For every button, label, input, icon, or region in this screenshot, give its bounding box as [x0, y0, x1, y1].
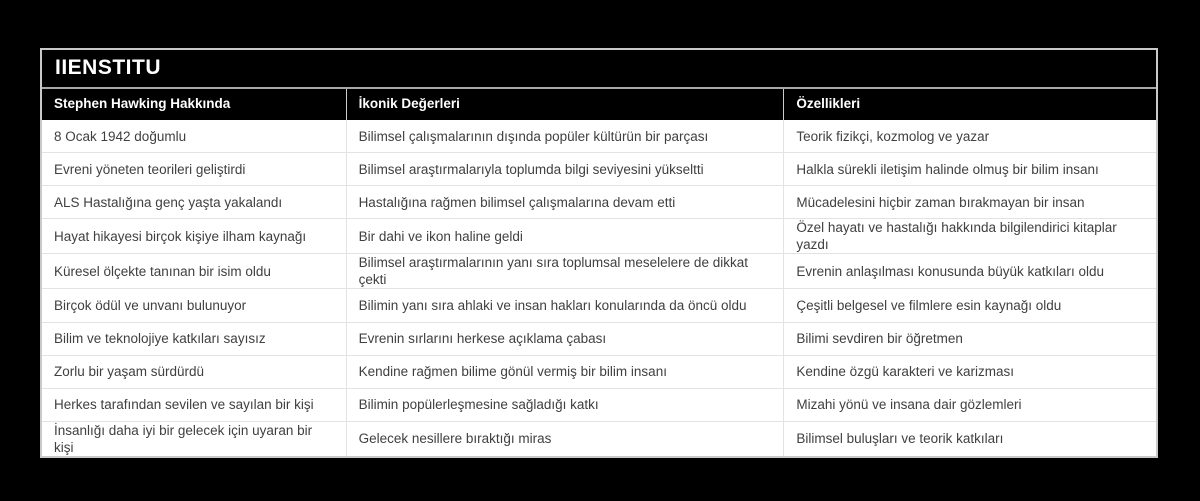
table-cell: Kendine özgü karakteri ve karizması [783, 356, 1156, 388]
table-cell: Hastalığına rağmen bilimsel çalışmalarına devam etti [346, 186, 784, 218]
table-row [42, 421, 1156, 456]
table-row [42, 152, 1156, 185]
column-header-ikonik-degerleri: İkonik Değerleri [346, 89, 784, 120]
table-cell: Bilimin yanı sıra ahlaki ve insan hakları konularında da öncü oldu [346, 289, 784, 321]
table-cell: Bilimsel araştırmalarının yanı sıra toplumsal meselelere de dikkat çekti [346, 254, 784, 288]
table-cell: Evrenin anlaşılması konusunda büyük katkıları oldu [783, 254, 1156, 288]
table-cell: Özel hayatı ve hastalığı hakkında bilgilendirici kitaplar yazdı [783, 219, 1156, 253]
table-cell: Teorik fizikçi, kozmolog ve yazar [783, 120, 1156, 152]
brand-title: IIENSTITU [42, 50, 1156, 89]
table-cell: İnsanlığı daha iyi bir gelecek için uyaran bir kişi [54, 422, 313, 455]
table-cell: Bilimsel araştırmalarıyla toplumda bilgi seviyesini yükseltti [346, 153, 784, 185]
table-cell: Kendine rağmen bilime gönül vermiş bir bilim insanı [346, 356, 784, 388]
table-cell: Bilimin popülerleşmesine sağladığı katkı [346, 389, 784, 421]
column-header-ozellikleri: Özellikleri [783, 89, 1156, 120]
table-cell: Herkes tarafından sevilen ve sayılan bir kişi [54, 397, 314, 413]
column-header-stephen-hawking-hakkinda: Stephen Hawking Hakkında [54, 96, 231, 111]
table-cell: Çeşitli belgesel ve filmlere esin kaynağı oldu [783, 289, 1156, 321]
table-cell: ALS Hastalığına genç yaşta yakalandı [54, 194, 283, 210]
table-cell: Evrenin sırlarını herkese açıklama çabası [346, 323, 784, 355]
table-row [42, 253, 1156, 288]
table-header-row [42, 89, 1156, 120]
table-row [42, 288, 1156, 321]
table-cell: Mizahi yönü ve insana dair gözlemleri [783, 389, 1156, 421]
table-cell: Hayat hikayesi birçok kişiye ilham kaynağı [54, 228, 307, 244]
table-cell: Gelecek nesillere bıraktığı miras [346, 422, 784, 456]
table-cell: Zorlu bir yaşam sürdürdü [54, 364, 205, 380]
table-cell: Bilim ve teknolojiye katkıları sayısız [54, 331, 266, 347]
table-cell: Evreni yöneten teorileri geliştirdi [54, 161, 246, 177]
table-cell: Halkla sürekli iletişim halinde olmuş bir bilim insanı [783, 153, 1156, 185]
table-row [42, 120, 1156, 152]
table-cell: Bilimsel çalışmalarının dışında popüler kültürün bir parçası [346, 120, 784, 152]
table-row [42, 218, 1156, 253]
table-row [42, 322, 1156, 355]
table-row [42, 355, 1156, 388]
table-cell: Bilimi sevdiren bir öğretmen [783, 323, 1156, 355]
table-cell: Bilimsel buluşları ve teorik katkıları [783, 422, 1156, 456]
table-cell: Birçok ödül ve unvanı bulunuyor [54, 297, 247, 313]
table-cell: 8 Ocak 1942 doğumlu [54, 128, 187, 144]
table-cell: Küresel ölçekte tanınan bir isim oldu [54, 263, 271, 279]
table-cell: Bir dahi ve ikon haline geldi [346, 219, 784, 253]
table-cell: Mücadelesini hiçbir zaman bırakmayan bir insan [783, 186, 1156, 218]
table-body [42, 120, 1156, 456]
info-table-card [40, 48, 1158, 458]
table-row [42, 388, 1156, 421]
table-row [42, 185, 1156, 218]
